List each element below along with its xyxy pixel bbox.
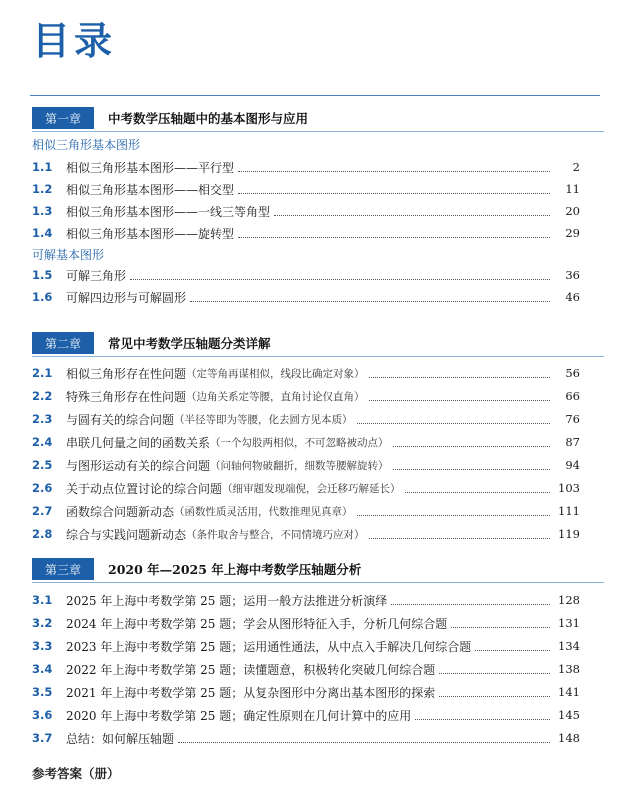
entry-page: 11: [565, 182, 580, 196]
entry-subtitle: （定等角再谋相似，线段比确定对象）: [186, 367, 365, 380]
toc-entry-3-1[interactable]: [32, 589, 580, 611]
entry-title: 综合与实践问题新动态: [66, 527, 187, 542]
dot-leader: [238, 163, 550, 172]
dot-leader: [391, 596, 550, 605]
entry-page: 29: [565, 226, 580, 240]
entry-page: 128: [558, 593, 580, 607]
chapter-1-header: [32, 106, 308, 130]
entry-number: 3.4: [32, 662, 53, 676]
entry-page: 46: [565, 290, 580, 304]
dot-leader: [439, 665, 550, 674]
entry-title: 关于动点位置讨论的综合问题: [66, 481, 223, 496]
entry-number: 1.2: [32, 182, 53, 196]
entry-subtitle: （函数性质灵活用，代数推理见真章）: [174, 505, 353, 518]
dot-leader: [475, 642, 550, 651]
entry-page: 131: [558, 616, 580, 630]
entry-subtitle: （问轴何物破翻折，细数等腰解旋转）: [210, 459, 389, 472]
chapter-divider: [32, 356, 604, 357]
entry-title: 2025 年上海中考数学第 25 题；运用一般方法推进分析演绎: [66, 593, 388, 608]
dot-leader: [369, 392, 550, 401]
entry-number: 3.5: [32, 685, 53, 699]
chapter-2-title: 常见中考数学压轴题分类详解: [108, 336, 271, 351]
entry-number: 3.3: [32, 639, 53, 653]
entry-number: 2.5: [32, 458, 53, 472]
toc-entry-1-2[interactable]: [32, 178, 580, 200]
dot-leader: [357, 507, 550, 516]
toc-entry-2-4[interactable]: [32, 431, 580, 453]
dot-leader: [369, 530, 550, 539]
dot-leader: [439, 688, 550, 697]
toc-entry-3-5[interactable]: [32, 681, 580, 703]
entry-page: 141: [558, 685, 580, 699]
entry-subtitle: （半径等即为等腰，化去圆方见本质）: [174, 413, 353, 426]
entry-number: 1.6: [32, 290, 53, 304]
section-heading: 相似三角形基本图形: [32, 138, 141, 152]
entry-title: 2023 年上海中考数学第 25 题；运用通性通法，从中点入手解决几何综合题: [66, 639, 472, 654]
entry-page: 119: [558, 527, 580, 541]
entry-number: 3.2: [32, 616, 53, 630]
entry-number: 2.1: [32, 366, 53, 380]
toc-entry-2-8[interactable]: [32, 523, 580, 545]
entry-number: 3.7: [32, 731, 53, 745]
entry-number: 2.7: [32, 504, 53, 518]
dot-leader: [274, 207, 550, 216]
entry-number: 2.3: [32, 412, 53, 426]
chapter-3-label: 第三章: [32, 558, 94, 580]
dot-leader: [130, 271, 550, 280]
entry-title: 相似三角形基本图形——平行型: [66, 160, 235, 175]
entry-number: 1.5: [32, 268, 53, 282]
toc-entry-1-5[interactable]: [32, 264, 580, 286]
entry-number: 3.6: [32, 708, 53, 722]
reference-answers[interactable]: 参考答案（册）: [32, 766, 120, 781]
entry-page: 134: [558, 639, 580, 653]
toc-entry-3-3[interactable]: [32, 635, 580, 657]
toc-entry-3-7[interactable]: [32, 727, 580, 749]
toc-entry-1-4[interactable]: [32, 222, 580, 244]
entry-number: 3.1: [32, 593, 53, 607]
title-divider: [30, 95, 600, 96]
entry-title: 2021 年上海中考数学第 25 题；从复杂图形中分离出基本图形的探索: [66, 685, 436, 700]
entry-page: 138: [558, 662, 580, 676]
entry-title: 相似三角形基本图形——一线三等角型: [66, 204, 271, 219]
toc-entry-3-2[interactable]: [32, 612, 580, 634]
dot-leader: [393, 461, 550, 470]
toc-entry-2-2[interactable]: [32, 385, 580, 407]
entry-page: 56: [565, 366, 580, 380]
dot-leader: [238, 229, 550, 238]
entry-subtitle: （边角关系定等腰，直角讨论仅直角）: [186, 390, 365, 403]
entry-number: 2.2: [32, 389, 53, 403]
entry-title: 2024 年上海中考数学第 25 题；学会从图形特征入手，分析几何综合题: [66, 616, 448, 631]
chapter-divider: [32, 131, 604, 132]
chapter-1-title: 中考数学压轴题中的基本图形与应用: [108, 111, 309, 126]
entry-title: 特殊三角形存在性问题: [66, 389, 187, 404]
entry-title: 相似三角形基本图形——旋转型: [66, 226, 235, 241]
chapter-3-header: [32, 557, 361, 581]
entry-title: 与图形运动有关的综合问题: [66, 458, 211, 473]
entry-subtitle: （一个勾股两相似，不可忽略被动点）: [210, 436, 389, 449]
dot-leader: [393, 438, 550, 447]
entry-title: 相似三角形存在性问题: [66, 366, 187, 381]
entry-title: 可解四边形与可解圆形: [66, 290, 187, 305]
dot-leader: [369, 369, 550, 378]
entry-number: 1.1: [32, 160, 53, 174]
toc-entry-2-6[interactable]: [32, 477, 580, 499]
entry-title: 总结：如何解压轴题: [66, 731, 175, 746]
entry-number: 2.4: [32, 435, 53, 449]
dot-leader: [190, 293, 550, 302]
entry-page: 94: [565, 458, 580, 472]
entry-title: 与圆有关的综合问题: [66, 412, 175, 427]
page-title: 目录: [32, 19, 117, 63]
entry-number: 1.4: [32, 226, 53, 240]
toc-entry-1-6[interactable]: [32, 286, 580, 308]
dot-leader: [238, 185, 550, 194]
entry-title: 串联几何量之间的函数关系: [66, 435, 211, 450]
section-heading: 可解基本图形: [32, 248, 105, 262]
entry-title: 相似三角形基本图形——相交型: [66, 182, 235, 197]
entry-page: 87: [565, 435, 580, 449]
toc-entry-2-5[interactable]: [32, 454, 580, 476]
chapter-2-label: 第二章: [32, 332, 94, 354]
entry-subtitle: （条件取舍与整合，不同情境巧应对）: [186, 528, 365, 541]
toc-entry-2-1[interactable]: [32, 362, 580, 384]
entry-page: 145: [558, 708, 580, 722]
toc-entry-3-6[interactable]: [32, 704, 580, 726]
toc-entry-1-3[interactable]: [32, 200, 580, 222]
entry-number: 1.3: [32, 204, 53, 218]
entry-subtitle: （细审题发现端倪，会迁移巧解延长）: [222, 482, 401, 495]
entry-title: 函数综合问题新动态: [66, 504, 175, 519]
dot-leader: [178, 734, 550, 743]
chapter-3-title: 2020 年—2025 年上海中考数学压轴题分析: [108, 562, 362, 577]
toc-entry-3-4[interactable]: [32, 658, 580, 680]
entry-page: 76: [565, 412, 580, 426]
entry-number: 2.8: [32, 527, 53, 541]
entry-title: 2020 年上海中考数学第 25 题；确定性原则在几何计算中的应用: [66, 708, 412, 723]
entry-page: 20: [565, 204, 580, 218]
dot-leader: [357, 415, 550, 424]
entry-page: 148: [558, 731, 580, 745]
entry-page: 36: [565, 268, 580, 282]
toc-entry-2-3[interactable]: [32, 408, 580, 430]
entry-page: 66: [565, 389, 580, 403]
dot-leader: [405, 484, 550, 493]
entry-page: 2: [572, 160, 580, 174]
toc-entry-2-7[interactable]: [32, 500, 580, 522]
dot-leader: [451, 619, 550, 628]
chapter-1-label: 第一章: [32, 107, 94, 129]
chapter-2-header: [32, 331, 271, 355]
entry-number: 2.6: [32, 481, 53, 495]
chapter-divider: [32, 582, 604, 583]
toc-entry-1-1[interactable]: [32, 156, 580, 178]
dot-leader: [415, 711, 550, 720]
entry-title: 2022 年上海中考数学第 25 题；读懂题意，积极转化突破几何综合题: [66, 662, 436, 677]
entry-page: 111: [558, 504, 580, 518]
entry-page: 103: [558, 481, 580, 495]
entry-title: 可解三角形: [66, 268, 127, 283]
